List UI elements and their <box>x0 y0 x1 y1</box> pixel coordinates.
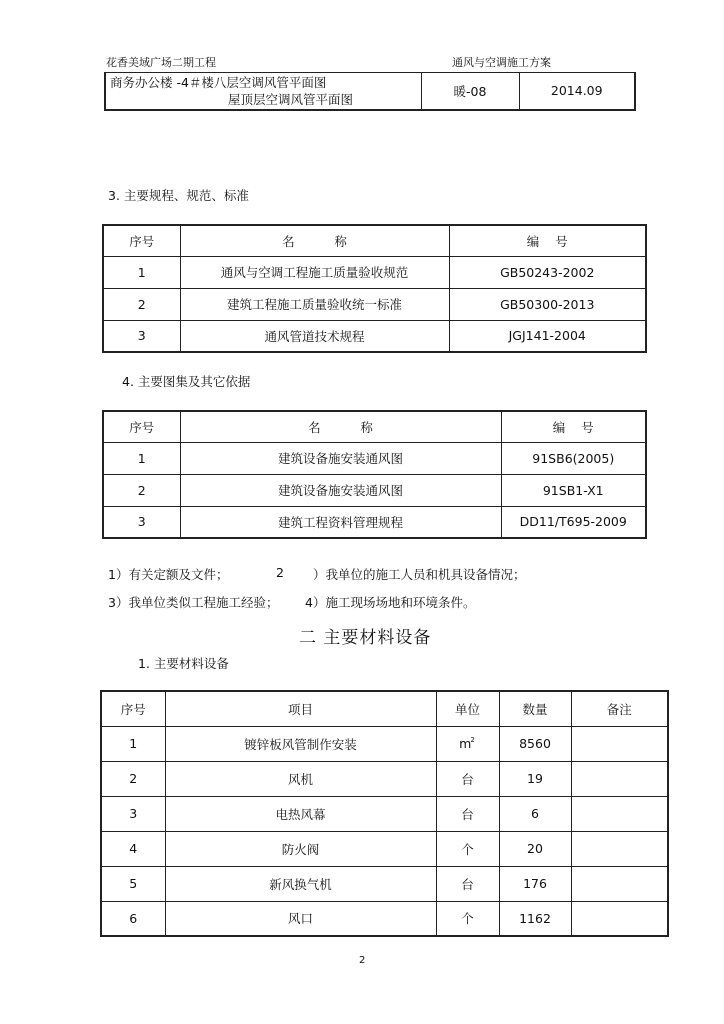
row-no: 3 <box>103 320 180 352</box>
column-header: 序号 <box>103 225 180 256</box>
row-qty: 6 <box>499 796 571 831</box>
column-header: 名 称 <box>180 411 501 442</box>
materials-table <box>100 690 669 937</box>
row-no: 1 <box>103 256 180 288</box>
drawing-title-line2: 屋顶层空调风管平面图 <box>228 91 354 107</box>
note-item-2-number: 2 <box>276 565 284 580</box>
row-code: JGJ141-2004 <box>449 320 646 352</box>
row-name: 通风管道技术规程 <box>180 320 449 352</box>
chapter-title: 二 主要材料设备 <box>299 628 432 648</box>
table-header-row <box>103 225 646 256</box>
row-qty: 19 <box>499 761 571 796</box>
column-header: 名 称 <box>180 225 449 256</box>
row-item: 镀锌板风管制作安装 <box>165 726 436 761</box>
row-no: 2 <box>103 474 180 506</box>
column-header: 序号 <box>101 691 165 726</box>
row-qty: 8560 <box>499 726 571 761</box>
row-note <box>571 831 668 866</box>
header-doc-type: 通风与空调施工方案 <box>452 56 551 69</box>
row-unit: 台 <box>436 796 499 831</box>
column-header: 项目 <box>165 691 436 726</box>
row-code: 91SB1-X1 <box>501 474 646 506</box>
drawing-code: 暖-08 <box>421 72 519 110</box>
table-header-row <box>103 411 646 442</box>
row-item: 电热风幕 <box>165 796 436 831</box>
row-note <box>571 901 668 936</box>
drawing-title-line1: 商务办公楼 -4＃楼八层空调风管平面图 <box>110 74 327 90</box>
row-note <box>571 726 668 761</box>
table-header-row <box>101 691 668 726</box>
table-row <box>103 256 646 288</box>
row-item: 新风换气机 <box>165 866 436 901</box>
row-code: GB50300-2013 <box>449 288 646 320</box>
page-number: 2 <box>359 955 366 966</box>
table-row <box>101 866 668 901</box>
row-qty: 20 <box>499 831 571 866</box>
unit-text: m <box>459 736 472 751</box>
row-note <box>571 761 668 796</box>
table-row <box>103 320 646 352</box>
row-no: 3 <box>103 506 180 538</box>
row-qty: 176 <box>499 866 571 901</box>
title-block-drawing <box>105 72 421 110</box>
table-row <box>103 442 646 474</box>
row-no: 5 <box>101 866 165 901</box>
note-item-3: 3）我单位类似工程施工经验； <box>108 595 279 610</box>
references-table <box>102 410 647 539</box>
row-no: 1 <box>103 442 180 474</box>
title-block <box>104 72 636 111</box>
row-item: 风口 <box>165 901 436 936</box>
row-name: 建筑工程施工质量验收统一标准 <box>180 288 449 320</box>
row-unit <box>436 726 499 761</box>
column-header: 数量 <box>499 691 571 726</box>
row-unit: 台 <box>436 761 499 796</box>
section3-heading: 3. 主要规程、规范、标准 <box>108 188 249 203</box>
column-header: 单位 <box>436 691 499 726</box>
section4-heading: 4. 主要图集及其它依据 <box>122 374 251 389</box>
row-no: 3 <box>101 796 165 831</box>
table-row <box>101 796 668 831</box>
row-name: 建筑设备施安装通风图 <box>180 474 501 506</box>
row-no: 6 <box>101 901 165 936</box>
column-header: 序号 <box>103 411 180 442</box>
row-code: GB50243-2002 <box>449 256 646 288</box>
row-qty: 1162 <box>499 901 571 936</box>
row-no: 4 <box>101 831 165 866</box>
row-name: 建筑设备施安装通风图 <box>180 442 501 474</box>
header-project: 花香美域广场二期工程 <box>106 56 216 69</box>
table-row <box>101 761 668 796</box>
table-row <box>103 506 646 538</box>
row-item: 风机 <box>165 761 436 796</box>
table-row <box>101 831 668 866</box>
row-no: 2 <box>103 288 180 320</box>
table-row <box>103 288 646 320</box>
row-no: 2 <box>101 761 165 796</box>
row-item: 防火阀 <box>165 831 436 866</box>
drawing-date: 2014.09 <box>519 72 635 110</box>
row-note <box>571 866 668 901</box>
row-unit: 个 <box>436 831 499 866</box>
table-row <box>103 474 646 506</box>
note-item-4: 4）施工现场场地和环境条件。 <box>305 595 476 610</box>
row-unit: 台 <box>436 866 499 901</box>
chapter-subheading: 1. 主要材料设备 <box>138 656 229 671</box>
column-header: 备注 <box>571 691 668 726</box>
unit-superscript: 2 <box>470 736 475 744</box>
row-note <box>571 796 668 831</box>
standards-table <box>102 224 647 353</box>
row-unit: 个 <box>436 901 499 936</box>
table-row <box>101 726 668 761</box>
column-header: 编 号 <box>449 225 646 256</box>
table-row <box>101 901 668 936</box>
row-code: DD11/T695-2009 <box>501 506 646 538</box>
column-header: 编 号 <box>501 411 646 442</box>
row-code: 91SB6(2005) <box>501 442 646 474</box>
row-name: 建筑工程资料管理规程 <box>180 506 501 538</box>
row-name: 通风与空调工程施工质量验收规范 <box>180 256 449 288</box>
note-item-1: 1）有关定额及文件； <box>108 567 229 582</box>
row-no: 1 <box>101 726 165 761</box>
note-item-2-text: ）我单位的施工人员和机具设备情况； <box>313 567 526 582</box>
